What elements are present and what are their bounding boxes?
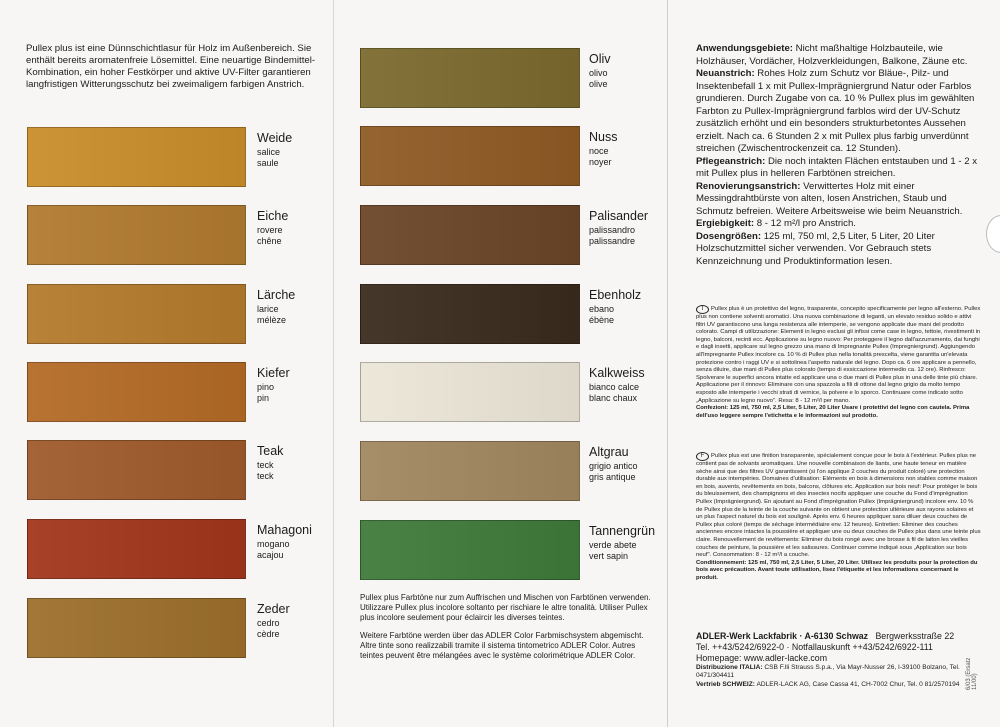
intro-text: Pullex plus ist eine Dünnschichtlasur für Holz im Außenbereich. Sie enthält bereits aromatenfreie Lösemittel. Eine neuartige Bindemittel-Kombination, ein hoher Festkörper und aktive UV-Filter garantieren langfristigen Witterungsschutz bei zweimaligem farbigen Anstrich. — [26, 43, 316, 90]
color-swatch — [27, 362, 246, 422]
color-name-italian: olivo — [589, 68, 608, 78]
color-name: Eiche — [257, 209, 289, 223]
color-name-french: noyer — [589, 157, 612, 167]
distribution-italy: CSB F.lli Strauss S.p.a., Via Mayr-Nusser 26, I-39100 Bolzano, Tel. 0471/304411 — [696, 664, 960, 680]
french-text: Pullex plus est une finition transparente, spécialement conçue pour le bois à l'extérieur. Pullex plus ne contient pas de solvants aromatiques. Une nouvelle combinaison de liants, une haute teneur en matière sèche ainsi que des filtres UV garantissent (si l'on applique 2 couches du produit coloré) une protection durable aux intempéries. Domaines d'utilisation: Eléments en bois à dimensions non stables comme maison en bois, auvents, revêtements en bois, balcons, clôtures etc. Application sur bois neuf: Pour protéger le bois du bleuissement, des champignons et des insectes nocifs appliquer une couche du Fond d'imprégnation Pullex (Imprägniergrund). En ajoutant au Fond d'imprégnation Pullex (Imprägniergrund) incolore env. 10 % de Pullex plus de la teinte de la couche suivante on obtient une protection ultérieure aux rayons solaires et un plus l'aspect naturel du bois est souligné. Après env. 6 heures appliquer sans diluer deux couches de Pullex plus coloré (temps de séchage intermédiaire env. 12 heures). Entretien: Eliminer des couches anciennes encore intactes la poussière et appliquer une ou deux couches de Pullex plus dans une teinte plus claire. Renouvellement de revêtements: Eliminer du bois rongé avec une brosse à fil de laiton les vieilles couches de peinture, la poussière et les salissures. Continuer comme indiqué sous „Application sur bois neuf". Consommation: 8 - 12 m²/l a couche. — [696, 453, 981, 559]
color-name-italian: rovere — [257, 225, 283, 235]
color-name: Tannengrün — [589, 524, 656, 538]
color-swatch — [27, 127, 246, 187]
color-swatch — [360, 48, 580, 108]
color-swatch — [360, 284, 580, 344]
german-paragraph-label: Neuanstrich: — [696, 68, 755, 79]
contact-block — [696, 631, 981, 689]
italian-badge: I — [696, 305, 709, 314]
color-name-italian: mogano — [257, 539, 290, 549]
german-paragraph — [696, 218, 981, 231]
color-name-french: palissandre — [589, 236, 636, 246]
color-name-italian: palissandro — [589, 225, 636, 235]
german-paragraph-text: 8 - 12 m²/l pro Anstrich. — [754, 218, 856, 229]
color-name-french: olive — [589, 79, 608, 89]
color-swatch — [27, 598, 246, 658]
color-name-french: blanc chaux — [589, 393, 638, 403]
french-packaging: Conditionnement: 125 ml, 750 ml, 2,5 Liter, 5 Liter, 20 Liter. Utilisez les produits pour la protection du bois avec précaution. Avant toute utilisation, lisez l'étiquette et les informations concernant le produit. — [696, 559, 978, 581]
color-name-french: gris antique — [589, 472, 636, 482]
color-name-italian: teck — [257, 460, 274, 470]
color-name-italian: bianco calce — [589, 382, 640, 392]
color-name: Oliv — [589, 52, 611, 66]
color-name: Palisander — [589, 209, 649, 223]
german-paragraph — [696, 43, 981, 68]
german-paragraph — [696, 231, 981, 244]
color-name-french: cèdre — [257, 629, 280, 639]
color-swatch — [360, 441, 580, 501]
distribution-italy-label: Distribuzione ITALIA: — [696, 664, 763, 671]
company-homepage[interactable]: Homepage: www.adler-lacke.com — [696, 653, 828, 663]
italian-section — [696, 305, 981, 420]
color-name: Teak — [257, 444, 284, 458]
color-swatch — [27, 284, 246, 344]
color-name: Zeder — [257, 602, 290, 616]
french-section — [696, 452, 981, 583]
color-name: Kiefer — [257, 366, 290, 380]
color-name-italian: grigio antico — [589, 461, 638, 471]
french-badge: F — [696, 452, 709, 461]
german-paragraph — [696, 68, 981, 156]
color-name-italian: noce — [589, 146, 609, 156]
color-name-french: saule — [257, 158, 279, 168]
german-paragraph-label: Ergiebigkeit: — [696, 218, 755, 229]
print-code: 6/03 (Ersatz 11/00) — [966, 657, 978, 690]
distribution-swiss: ADLER-LACK AG, Case Cassa 41, CH-7002 Chur, Tel. 0 81/2570194 — [756, 680, 960, 688]
color-name-french: mélèze — [257, 315, 287, 325]
color-name: Nuss — [589, 130, 618, 144]
german-paragraph-label: Pflegeanstrich: — [696, 155, 766, 167]
german-paragraph-text: Nicht maßhaltige Holzbauteile, wie Holzhäuser, Vordächer, Holzverkleidungen, Balkone, Zäune etc. — [696, 43, 968, 67]
german-paragraph — [696, 181, 981, 219]
distribution-swiss-label: Vertrieb SCHWEIZ: — [696, 680, 755, 688]
color-name-french: acajou — [257, 550, 284, 560]
german-paragraph-label: Anwendungsgebiete: — [696, 43, 794, 54]
color-name-italian: verde abete — [589, 540, 637, 550]
color-name-italian: salice — [257, 147, 281, 157]
italian-packaging: Confezioni: 125 ml, 750 ml, 2,5 Liter, 5 Liter, 20 Liter Usare i protettivi del legno con cautela. Prima dell'uso leggere sempre l'etichetta e le informazioni sul prodotto. — [696, 405, 970, 419]
color-name: Altgrau — [589, 445, 629, 459]
company-phone: Tel. ++43/5242/6922-0 · Notfallauskunft ++43/5242/6922-111 — [696, 642, 933, 652]
color-name-french: chêne — [257, 236, 282, 246]
german-paragraph — [696, 156, 981, 181]
company-address: Bergwerksstraße 22 — [875, 631, 955, 641]
german-instructions — [696, 43, 981, 268]
color-name-italian: ebano — [589, 304, 615, 314]
color-swatch — [360, 520, 580, 580]
color-name: Mahagoni — [257, 523, 312, 537]
german-paragraph-label: Dosengrößen: — [696, 230, 762, 242]
color-swatch — [27, 440, 246, 500]
company-name: ADLER-Werk Lackfabrik · A-6130 Schwaz — [696, 631, 869, 641]
german-paragraph-label: Renovierungsanstrich: — [696, 180, 801, 192]
color-swatch — [360, 126, 580, 186]
color-swatch — [27, 205, 246, 265]
german-paragraph-text: 125 ml, 750 ml, 2,5 Liter, 5 Liter, 20 Liter — [761, 230, 935, 242]
color-name-french: pin — [257, 393, 270, 403]
color-name: Lärche — [257, 288, 296, 302]
color-name-italian: larice — [257, 304, 279, 314]
color-name-italian: cedro — [257, 618, 280, 628]
color-name-french: teck — [257, 471, 274, 481]
color-name-italian: pino — [257, 382, 275, 392]
color-swatch — [360, 362, 580, 422]
german-paragraph-text: Verwittertes Holz mit einer Messingdrahtbürste von alten, losen Anstrichen, Staub und Schmutz befreien. Weitere Arbeitsweise wie beim Neuanstrich. — [696, 180, 963, 217]
color-name: Kalkweiss — [589, 366, 645, 380]
german-paragraph-text: Rohes Holz zum Schutz vor Bläue-, Pilz- und Insektenbefall 1 x mit Pullex-Imprägniergrund Natur oder Farblos grundieren. Durch Zugabe von ca. 10 % Pullex plus im gewählten Farbton zu Pullex-Imprägniergrund farblos wird der UV-Schutz zusätzlich erhöht und ein besonders strukturbetontes Aussehen erzielt. Nach ca. 6 Stunden 2 x mit Pullex plus farbig unverdünnt streichen (Zwischentrockenzeit ca. 12 Stunden). — [696, 68, 975, 154]
color-name: Weide — [257, 131, 293, 145]
mixing-note: Pullex plus Farbtöne nur zum Auffrischen und Mischen von Farbtönen verwenden. Utilizzare Pullex plus incolore soltanto per rischiare le altre tonalità. Utiliser Pullex plus incolore seulement pour éclaircir les diverses teintes. — [360, 593, 651, 622]
german-paragraph — [696, 243, 981, 268]
german-paragraph-text: Die noch intakten Flächen entstauben und 1 - 2 x mit Pullex plus in helleren Farbtönen streichen. — [696, 155, 978, 179]
color-swatch — [360, 205, 580, 265]
italian-text: Pullex plus è un protettivo del legno, trasparente, concepito specificamente per legno all'esterno. Pullex plus non contiene solventi aromatici. Una nuova combinazione di leganti, un elevato residuo solido e attivi filtri UV garantiscono una lunga resistenza alle intemperie, se vengono applicate due mani del prodotto colorato. Campi di utilizzazione: Elementi in legno esclusi gli infissi come case in legno, tettoie, rivestimenti in legno, balconi, recinti ecc. Applicazione su legno nuovo: Per proteggere il legno dall'azzurramento, dai funghi e dagli insetti, applicare sul legno grezzo una mano di Impregnante Pullex (Impregniergrund). Aggiungendo all'Impregnante Pullex incolore ca. 10 % di Pullex plus nella tonalità prescelta, viene garantita un'elevata protezione contro i raggi UV e si sottolinea l'aspetto naturale del legno. Dopo ca. 6 ore applicare a pennello, senza diluire, due mani di Pullex plus colorato (tempo di essiccazione intermedio ca. 12 ore). Rinfresco: Spolverare le superfici ancora intatte ed applicare una o due mani di Pullex plus in una delle tinte più chiare. Applicazione per il rinnovo: Eliminare con una spazzola a fili di ottone dal legno grigio da molto tempo esposto alle intemperie i vecchi strati di vernice, la polvere e lo sporco. Continuare come indicato sotto „Applicazione su legno nuovo". Resa: 8 - 12 m²/l per mano. — [696, 306, 981, 404]
color-name-french: ébène — [589, 315, 615, 325]
color-name-french: vert sapin — [589, 551, 629, 561]
color-system-note: Weitere Farbtöne werden über das ADLER Color Farbmischsystem abgemischt. Altre tinte sono realizzabili tramite il sistema tintometrico ADLER Color. Autres teintes peuvent être mélangées avec le système colorimétrique ADLER Color. — [360, 631, 644, 660]
color-swatch — [27, 519, 246, 579]
german-paragraph-text: Holzschutzmittel sicher verwenden. Vor Gebrauch stets Kennzeichnung und Produktinformation lesen. — [696, 243, 932, 267]
color-name: Ebenholz — [589, 288, 642, 302]
